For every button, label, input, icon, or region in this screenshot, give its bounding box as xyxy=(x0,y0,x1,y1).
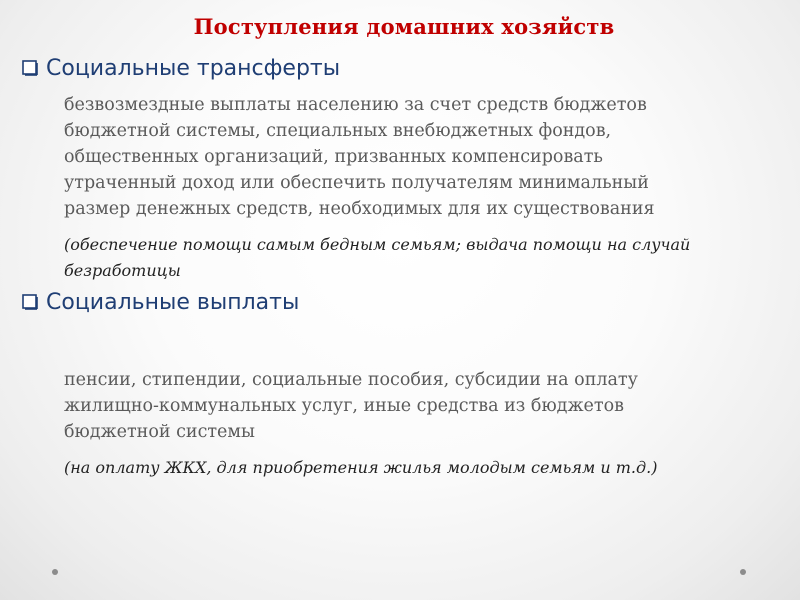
slide-title: Поступления домашних хозяйств xyxy=(193,14,615,39)
section-heading-text: Социальные выплаты xyxy=(46,290,300,315)
checkbox-square-icon xyxy=(22,60,38,76)
section-note-social-payments xyxy=(64,455,784,481)
section-body-social-transfers xyxy=(64,92,764,222)
section-heading-text: Социальные трансферты xyxy=(46,56,341,81)
body-line: безвозмездные выплаты населению за счет средств бюджетов xyxy=(64,95,647,115)
dot-icon xyxy=(52,569,58,575)
body-line: пенсии, стипендии, социальные пособия, субсидии на оплату xyxy=(64,370,638,390)
body-line: утраченный доход или обеспечить получателям минимальный xyxy=(64,173,649,193)
body-line: размер денежных средств, необходимых для их существования xyxy=(64,199,655,219)
section-heading-social-payments xyxy=(22,290,299,315)
body-line: бюджетной системы xyxy=(64,422,255,442)
checkbox-square-icon xyxy=(22,294,38,310)
section-heading-social-transfers xyxy=(22,56,340,81)
body-line: общественных организаций, призванных компенсировать xyxy=(64,147,603,167)
note-line: (на оплату ЖКХ, для приобретения жилья молодым семьям и т.д.) xyxy=(64,458,658,477)
dot-icon xyxy=(740,569,746,575)
note-line: (обеспечение помощи самым бедным семьям; выдача помощи на случай xyxy=(64,235,691,254)
section-body-social-payments xyxy=(64,367,764,445)
section-note-social-transfers xyxy=(64,232,784,284)
body-line: бюджетной системы, специальных внебюджетных фондов, xyxy=(64,121,612,141)
note-line: безработицы xyxy=(64,261,181,280)
body-line: жилищно-коммунальных услуг, иные средства из бюджетов xyxy=(64,396,624,416)
